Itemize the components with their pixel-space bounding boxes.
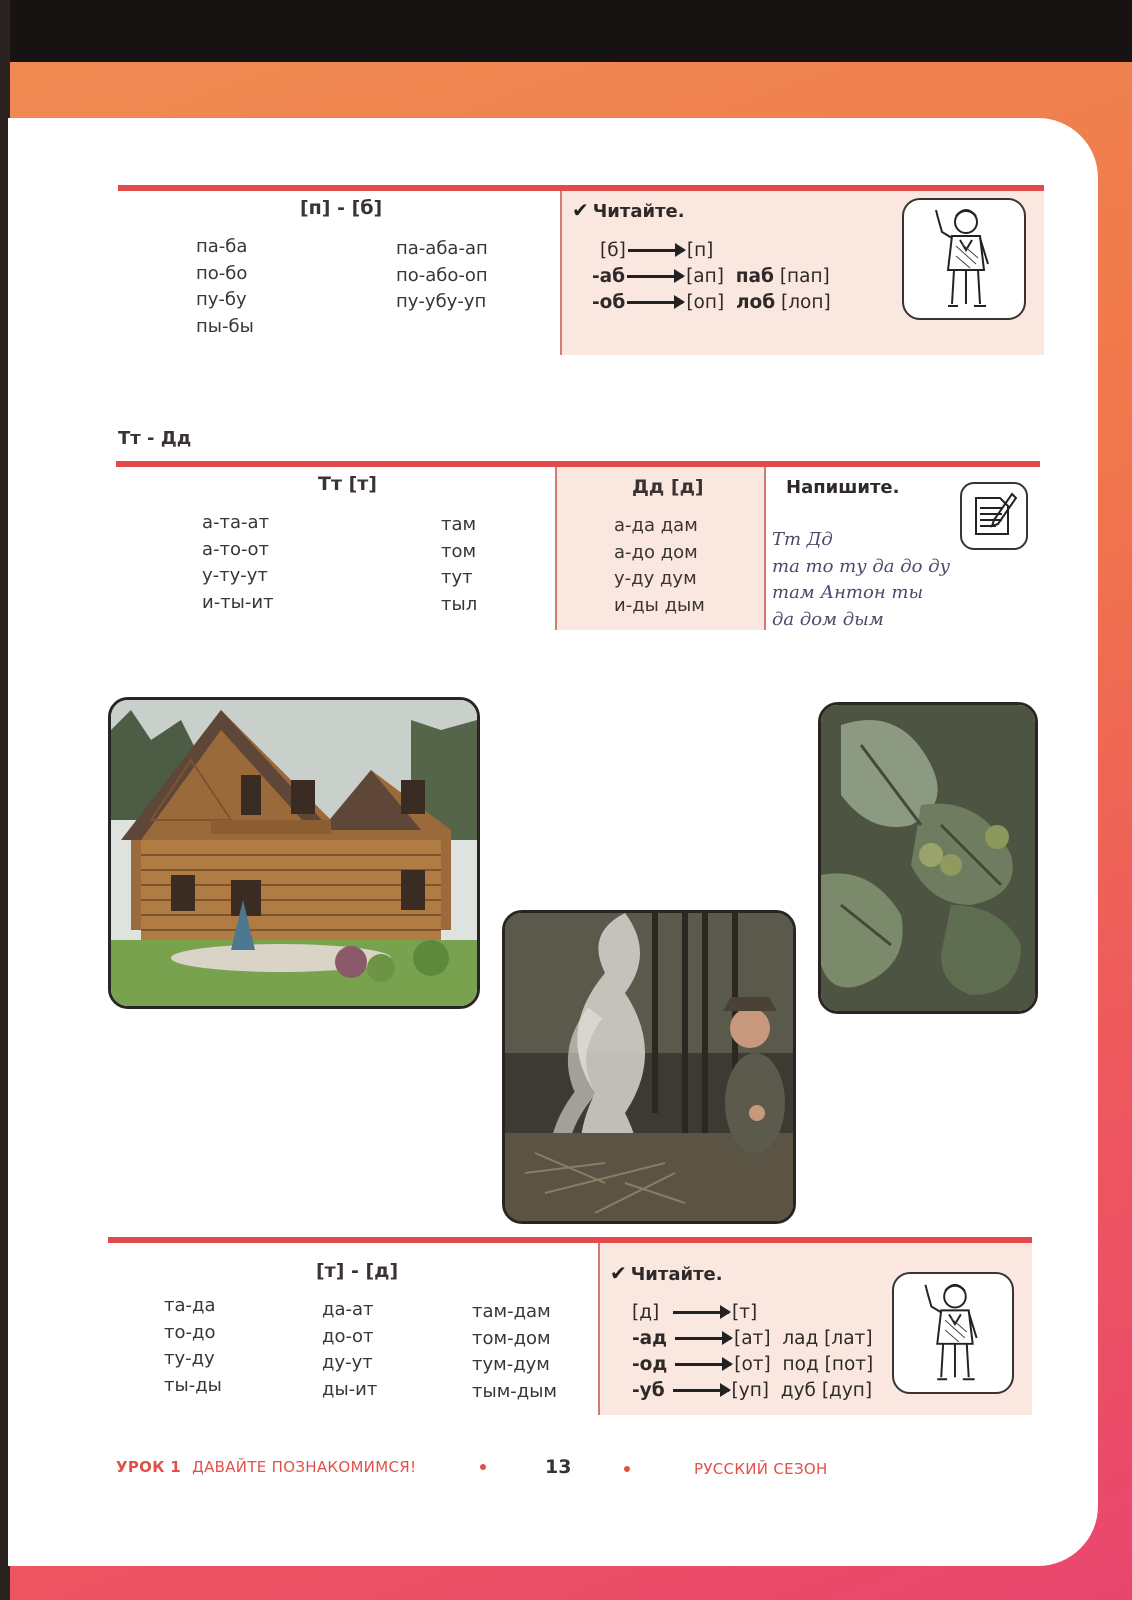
block1-syllables-col1 (196, 234, 254, 340)
page-number: 13 (545, 1456, 572, 1478)
writing-icon-box (960, 482, 1028, 550)
block3-divider (598, 1243, 600, 1415)
block3-instruction (610, 1261, 723, 1285)
rule-transcription: [лат] (824, 1328, 873, 1349)
paper-pen-icon (962, 484, 1026, 548)
rule-row (632, 1354, 873, 1375)
syllable: а-то-от (202, 538, 270, 560)
cursive-line: та то ту да до ду (772, 555, 951, 577)
arrow-right-icon (673, 1311, 729, 1314)
teacher-icon (904, 200, 1024, 318)
rule-transcription: [дуп] (821, 1380, 873, 1401)
d-header: Дд [д] (632, 476, 704, 498)
rule-left: [д] (632, 1302, 660, 1323)
rule-row (592, 266, 830, 287)
rule-right: [ап] (686, 266, 724, 287)
rule-transcription: [пот] (824, 1354, 874, 1375)
syllable: ды-ит (322, 1378, 378, 1400)
syllable: пу-бу (196, 289, 247, 310)
rule-left: -уб (632, 1380, 665, 1401)
campfire-smoke-photo (502, 910, 796, 1224)
block2-divider (764, 467, 766, 630)
syllable: па-ба (196, 236, 248, 257)
syllable: па-аба-ап (396, 238, 488, 259)
write-instruction: Напишите. (786, 477, 900, 498)
rule-word: лоб (735, 292, 776, 313)
cursive-line: там Антон ты (772, 582, 924, 603)
arrow-right-icon (627, 301, 683, 304)
section-title: Тт - Дд (118, 428, 192, 449)
book-title: РУССКИЙ СЕЗОН (694, 1460, 828, 1478)
syllable: то-до (164, 1321, 216, 1343)
syllable: пу-убу-уп (396, 291, 487, 312)
block1-divider (560, 191, 562, 355)
rule-right: [от] (734, 1354, 771, 1375)
word: тут (441, 567, 473, 588)
rule-left: -од (632, 1354, 668, 1375)
word-pair: там-дам (472, 1301, 551, 1322)
oak-leaves-photo (818, 702, 1038, 1014)
d-syllables (614, 513, 705, 619)
block3-header: [т] - [д] (316, 1260, 399, 1282)
rule-left: -ад (632, 1328, 668, 1349)
syllable: ты-ды (164, 1374, 222, 1396)
block1-instruction (572, 198, 685, 222)
rule-right: [т] (732, 1302, 758, 1323)
syllable: а-до дом (614, 541, 698, 563)
syllable: у-ту-ут (202, 565, 268, 586)
cursive-line: Тт Дд (772, 529, 833, 550)
syllable: и-ты-ит (202, 591, 274, 613)
cursive-line: да дом дым (772, 608, 884, 630)
rule-word: лад (782, 1328, 819, 1349)
teacher-icon-box (892, 1272, 1014, 1394)
word: том (441, 540, 477, 562)
word-pair: тум-дум (472, 1354, 550, 1375)
rule-right: [уп] (731, 1380, 770, 1401)
checkmark-icon: ✔ (572, 198, 589, 222)
instruction-text: Читайте. (630, 1264, 723, 1285)
word-pair: том-дом (472, 1327, 551, 1349)
footer-dot (624, 1466, 630, 1472)
arrow-right-icon (628, 249, 684, 252)
teacher-icon (894, 1274, 1012, 1392)
block1-syllables-col2 (396, 236, 488, 316)
rule-left: [б] (600, 240, 626, 261)
rule-row (632, 1328, 873, 1349)
rule-word: паб (735, 266, 774, 287)
block3-col2 (322, 1297, 377, 1403)
rule-left: -об (592, 292, 626, 313)
rule-transcription: [пап] (779, 266, 830, 287)
syllable: ту-ду (164, 1348, 215, 1369)
scan-top-edge (0, 0, 1132, 70)
syllable: и-ды дым (614, 594, 705, 616)
word: там (441, 514, 477, 535)
lesson-number: УРОК 1 (116, 1458, 182, 1476)
arrow-right-icon (675, 1337, 731, 1340)
block1-header: [п] - [б] (300, 197, 383, 219)
rule-right: [оп] (686, 292, 725, 313)
cursive-samples (772, 527, 950, 633)
syllable: та-да (164, 1295, 216, 1316)
rule-transcription: [лоп] (781, 292, 831, 313)
rule-row (632, 1380, 872, 1401)
teacher-icon-box (902, 198, 1026, 320)
syllable: до-от (322, 1325, 374, 1347)
syllable: по-або-оп (396, 264, 488, 286)
rule-row (600, 240, 713, 261)
block3-col3 (472, 1299, 557, 1405)
lesson-title: ДАВАЙТЕ ПОЗНАКОМИМСЯ! (192, 1458, 417, 1476)
word: тыл (441, 593, 478, 615)
rule-word: дуб (780, 1380, 816, 1401)
rule-left: -аб (592, 266, 626, 287)
rule-row (592, 292, 831, 313)
t-syllables (202, 510, 274, 616)
syllable: а-да дам (614, 515, 698, 536)
block3-col1 (164, 1293, 222, 1399)
syllable: по-бо (196, 262, 248, 284)
footer-dot (480, 1464, 486, 1470)
checkmark-icon: ✔ (610, 1261, 627, 1285)
t-words (441, 512, 477, 618)
rule-right: [ат] (734, 1328, 771, 1349)
word-pair: тым-дым (472, 1380, 558, 1402)
rule-row (632, 1302, 757, 1323)
syllable: да-ат (322, 1299, 374, 1320)
arrow-right-icon (675, 1363, 731, 1366)
instruction-text: Читайте. (592, 201, 685, 222)
log-house-photo (108, 697, 480, 1009)
syllable: пы-бы (196, 315, 254, 337)
t-header: Тт [т] (318, 473, 377, 495)
block2-divider (555, 467, 557, 630)
rule-right: [п] (686, 240, 714, 261)
footer-lesson (116, 1458, 416, 1476)
arrow-right-icon (627, 275, 683, 278)
syllable: у-ду дум (614, 568, 697, 589)
syllable: ду-ут (322, 1352, 373, 1373)
syllable: а-та-ат (202, 512, 270, 533)
arrow-right-icon (673, 1389, 729, 1392)
rule-word: под (782, 1354, 819, 1375)
